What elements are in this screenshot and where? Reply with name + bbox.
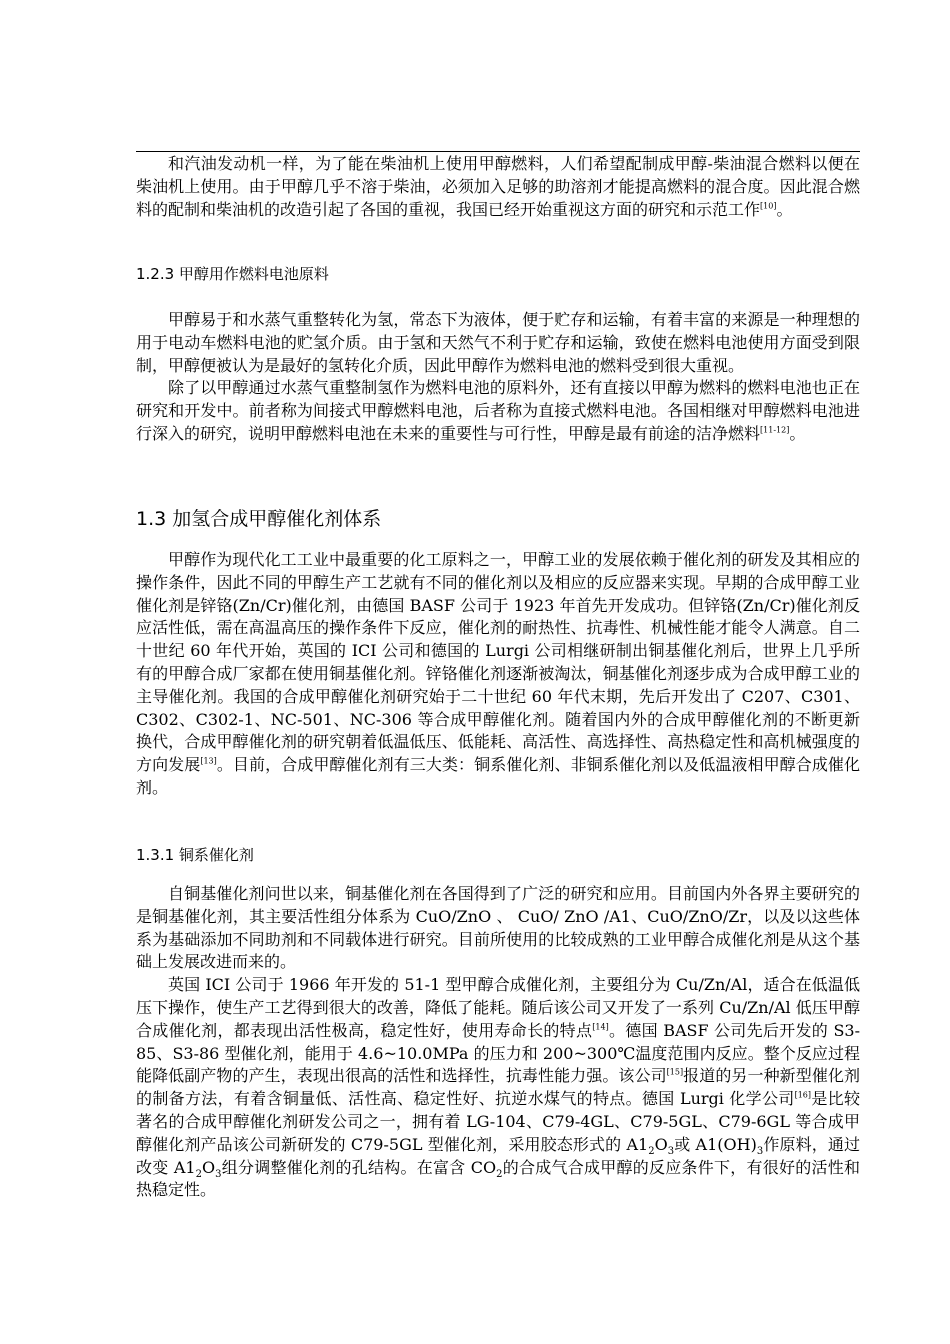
header-rule <box>136 151 860 152</box>
paragraph-fuel-cell-hydrogen: 甲醇易于和水蒸气重整转化为氢，常态下为液体，便于贮存和运输，有着丰富的来源是一种理想的用于电动车燃料电池的贮氢介质。由于氢和天然气不利于贮存和运输，致使在燃料电池使用方面受到限制，甲醇便被认为是最好的氢转化介质，因此甲醇作为燃料电池的燃料受到很大重视。 除了以甲醇通过水蒸气重整制氢作为燃料电池的原料外，还有直接以甲醇为燃料的燃料电池也正在研究和开发中。前者称为间接式甲醇燃料电池，后者称为直接式燃料电池。各国相继对甲醇燃料电池进行深入的研究，说明甲醇燃料电池在未来的重要性与可行性，甲醇是最有前途的洁净燃料[11-12]。 <box>136 310 860 443</box>
paragraph-copper-catalysts: 自铜基催化剂问世以来，铜基催化剂在各国得到了广泛的研究和应用。目前国内外各界主要研究的是铜基催化剂，其主要活性组分体系为 CuO/ZnO 、 CuO/ ZnO /A1、CuO/ZnO/Zr，以及以这些体系为基础添加不同助剂和不同载体进行研究。目前所使用的比较成熟的工业甲醇合成催化剂是从这个基础上发展改进而来的。 英国 ICI 公司于 1966 年开发的 51-1 型甲醇合成催化剂，主要组分为 Cu/Zn/Al，适合在低温低压下操作，使生产工艺得到很大的改善，降低了能耗。随后该公司又开发了一系列 Cu/Zn/Al 低压甲醇合成催化剂，都表现出活性极高，稳定性好，使用寿命长的特点[14]。德国 BASF 公司先后开发的 S3-85、S3-86 型催化剂，能用于 4.6~10.0MPa 的压力和 200~300℃温度范围内反应。整个反应过程能降低副产物的产生，表现出很高的活性和选择性，抗毒性能力强。该公司[15]报道的另一种新型催化剂的制备方法，有着含铜量低、活性高、稳定性好、抗逆水煤气的特点。德国 Lurgi 化学公司[16]是比较著名的合成甲醇催化剂研发公司之一，拥有着 LG-104、C79-4GL、C79-5GL、C79-6GL 等合成甲醇催化剂产品该公司新研发的 C79-5GL 型催化剂，采用胶态形式的 $A1_2O_3$或 $A1(OH)_3$作原料，通过改变 $A1_2O_3$组分调整催化剂的孔结构。在富含 $CO_2$的合成气合成甲醇的反应条件下，有很好的活性和热稳定性。 <box>136 884 860 1200</box>
paragraph-catalyst-history: 甲醇作为现代化工工业中最重要的化工原料之一，甲醇工业的发展依赖于催化剂的研发及其相应的操作条件，因此不同的甲醇生产工艺就有不同的催化剂以及相应的反应器来实现。早期的合成甲醇工业催化剂是锌铬(Zn/Cr)催化剂，由德国 BASF 公司于 1923 年首先开发成功。但锌铬(Zn/Cr)催化剂反应活性低，需在高温高压的操作条件下反应，催化剂的耐热性、抗毒性、机械性能才能令人满意。自二十世纪 60 年代开始，英国的 ICI 公司和德国的 Lurgi 公司相继研制出铜基催化剂后，世界上几乎所有的甲醇合成厂家都在使用铜基催化剂。锌铬催化剂逐渐被淘汰，铜基催化剂逐步成为合成甲醇工业的主导催化剂。我国的合成甲醇催化剂研究始于二十世纪 60 年代末期，先后开发出了 C207、C301、C302、C302-1、NC-501、NC-306 等合成甲醇催化剂。随着国内外的合成甲醇催化剂的不断更新换代，合成甲醇催化剂的研究朝着低温低压、低能耗、高活性、高选择性、高热稳定性和高机械强度的方向发展[13]。目前，合成甲醇催化剂有三大类：铜系催化剂、非铜系催化剂以及低温液相甲醇合成催化剂。 <box>136 550 860 797</box>
paragraph-methanol-diesel: 和汽油发动机一样，为了能在柴油机上使用甲醇燃料，人们希望配制成甲醇-柴油混合燃料以便在柴油机上使用。由于甲醇几乎不溶于柴油，必须加入足够的助溶剂才能提高燃料的混合度。因此混合燃料的配制和柴油机的改造引起了各国的重视，我国已经开始重视这方面的研究和示范工作[10]。 <box>136 154 860 219</box>
heading-1-3: 1.3 加氢合成甲醇催化剂体系 <box>136 508 382 530</box>
citation: [13] <box>200 756 217 766</box>
citation: [10] <box>760 201 777 211</box>
citation: [14] <box>592 1022 609 1032</box>
citation: [15] <box>666 1068 684 1078</box>
citation: [11-12] <box>760 425 790 435</box>
heading-1-2-3: 1.2.3 甲醇用作燃料电池原料 <box>136 265 329 283</box>
heading-1-3-1: 1.3.1 铜系催化剂 <box>136 846 254 864</box>
citation: [16] <box>794 1090 812 1100</box>
